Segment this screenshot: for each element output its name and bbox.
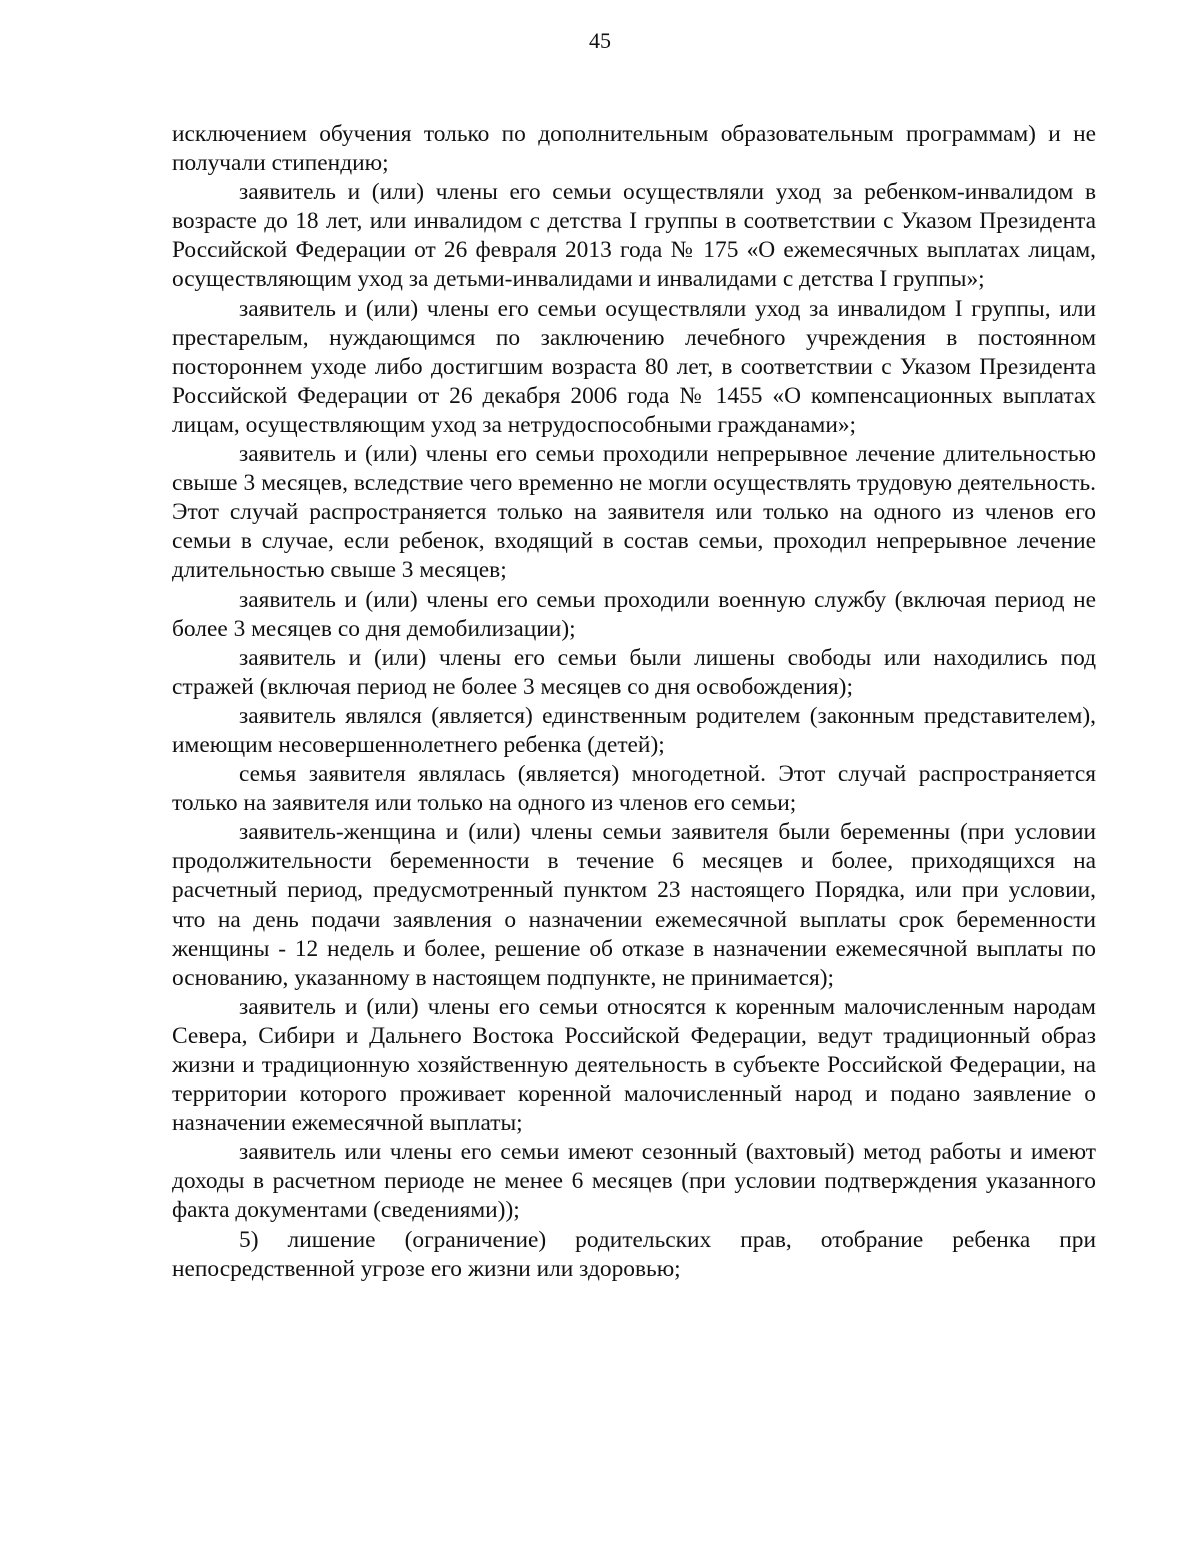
page-number: 45 <box>589 28 611 53</box>
paragraph-seasonal-work: заявитель или члены его семьи имеют сезонный (вахтовый) метод работы и имеют доходы в расчетном периоде не менее 6 месяцев (при условии подтверждения указанного факта документами (сведениями)); <box>172 1139 1096 1224</box>
paragraph-continuation: исключением обучения только по дополнительным образовательным программам) и не получали стипендию; <box>172 121 1096 177</box>
paragraph-pregnancy: заявитель-женщина и (или) члены семьи заявителя были беременны (при условии продолжительности беременности в течение 6 месяцев и более, приходящихся на расчетный период, предусмотренный пунктом 23 настоящего Порядка, или при условии, что на день подачи заявления о назначении ежемесячной выплаты срок беременности женщины - 12 недель и более, решение об отказе в назначении ежемесячной выплаты по основанию, указанному в настоящем подпункте, не принимается); <box>172 819 1096 991</box>
paragraph-indigenous-peoples: заявитель и (или) члены его семьи относятся к коренным малочисленным народам Севера, Сибири и Дальнего Востока Российской Федерации, ведут традиционный образ жизни и традиционную хозяйственную деятельность в субъекте Российской Федерации, на территории которого проживает коренной малочисленный народ и подано заявление о назначении ежемесячной выплаты; <box>172 993 1096 1137</box>
paragraph-child-care: заявитель и (или) члены его семьи осуществляли уход за ребенком-инвалидом в возрасте до 18 лет, или инвалидом с детства I группы в соответствии с Указом Президента Российской Федерации от 26 февраля 2013 года № 175 «О ежемесячных выплатах лицам, осуществляющим уход за детьми-инвалидами и инвалидами с детства I группы»; <box>172 179 1096 293</box>
paragraph-deprivation-of-liberty: заявитель и (или) члены его семьи были лишены свободы или находились под стражей (включая период не более 3 месяцев со дня освобождения); <box>172 644 1096 700</box>
paragraph-military-service: заявитель и (или) члены его семьи проходили военную службу (включая период не более 3 месяцев со дня демобилизации); <box>172 586 1096 642</box>
paragraph-large-family: семья заявителя являлась (является) многодетной. Этот случай распространяется только на заявителя или только на одного из членов его семьи; <box>172 761 1096 817</box>
paragraph-item-5: 5) лишение (ограничение) родительских прав, отобрание ребенка при непосредственной угрозе его жизни или здоровью; <box>172 1226 1096 1282</box>
document-body <box>172 120 1096 1284</box>
paragraph-medical-treatment: заявитель и (или) члены его семьи проходили непрерывное лечение длительностью свыше 3 месяцев, вследствие чего временно не могли осуществлять трудовую деятельность. Этот случай распространяется только на заявителя или только на одного из членов его семьи в случае, если ребенок, входящий в состав семьи, проходил непрерывное лечение длительностью свыше 3 месяцев; <box>172 441 1096 584</box>
paragraph-single-parent: заявитель являлся (является) единственным родителем (законным представителем), имеющим несовершеннолетнего ребенка (детей); <box>172 702 1096 758</box>
paragraph-disabled-care: заявитель и (или) члены его семьи осуществляли уход за инвалидом I группы, или престарелым, нуждающимся по заключению лечебного учреждения в постоянном постороннем уходе либо достигшим возраста 80 лет, в соответствии с Указом Президента Российской Федерации от 26 декабря 2006 года № 1455 «О компенсационных выплатах лицам, осуществляющим уход за нетрудоспособными гражданами»; <box>172 295 1096 438</box>
